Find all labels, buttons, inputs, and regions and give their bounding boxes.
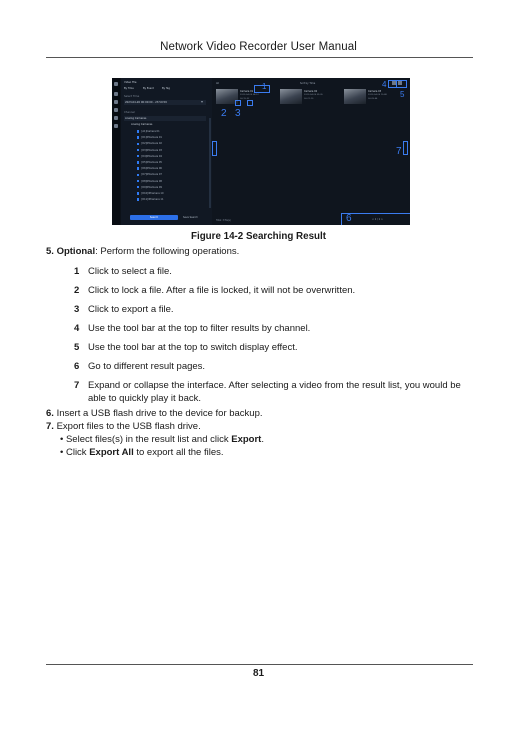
step-6 — [46, 408, 263, 420]
bullet-text: Click — [65, 447, 90, 458]
search-button-label: Search — [149, 215, 159, 219]
bullet-icon: • — [60, 447, 66, 458]
camera-name: [D1]IPCamera 01 — [141, 136, 162, 140]
camera-name: [D8]IPCamera 08 — [141, 179, 162, 183]
checkbox-icon — [137, 186, 139, 188]
camera-list — [137, 129, 207, 203]
bullet-text: to export all the files. — [133, 447, 224, 458]
result-total: Total: 3 file(s) — [216, 219, 231, 222]
time-label: Select Time — [124, 95, 140, 98]
tab-by-event[interactable]: By Event — [143, 87, 154, 90]
checkbox-icon — [137, 167, 139, 169]
operation-text: Expand or collapse the interface. After selecting a video from the result list, you would be able to quickly play it back. — [88, 380, 461, 404]
camera-root-item[interactable]: Analog Cameras — [131, 123, 153, 126]
thumbnail-time: 2023-04-26 10:48 — [368, 94, 387, 96]
file-icon — [114, 108, 118, 112]
camera-name: [A1]Camera 01 — [141, 130, 160, 133]
checkbox-icon — [137, 161, 139, 163]
camera-name: [D2]IPCamera 02 — [141, 142, 162, 146]
panel-heading: Video File — [124, 81, 137, 84]
step-number: 6. — [46, 408, 54, 419]
operation-text: Click to lock a file. After a file is locked, it will not be overwritten. — [88, 285, 356, 296]
callout-number: 1 — [262, 82, 267, 91]
result-thumbnail[interactable] — [344, 89, 408, 104]
operation-text: Go to different result pages. — [88, 361, 206, 372]
bullet-icon: • — [60, 434, 66, 445]
step-number: 7. — [46, 421, 54, 432]
thumbnail-duration: 00:21:10 — [304, 97, 314, 100]
thumbnail-title: Camera 02 — [304, 90, 318, 93]
chevron-down-icon — [201, 101, 203, 103]
camera-name: [D3]IPCamera 03 — [141, 148, 162, 152]
step-text: Export files to the USB flash drive. — [53, 421, 201, 432]
expand-callout-box — [403, 141, 408, 155]
callout-number: 2 — [221, 108, 227, 119]
save-search-link[interactable]: Save Search — [183, 216, 198, 219]
camera-name: [D9]IPCamera 09 — [141, 185, 162, 189]
search-icon — [114, 100, 118, 104]
result-thumbnail[interactable] — [280, 89, 344, 104]
thumbnail-title: Camera 01 — [240, 90, 254, 93]
channel-label: Channel — [124, 111, 135, 114]
bullet-item — [60, 434, 264, 446]
settings-icon — [114, 124, 118, 128]
camera-name: [D10]IPCamera 10 — [141, 191, 164, 195]
step-number: 5. — [46, 246, 54, 257]
channel-filter-toolbar[interactable]: All — [216, 82, 219, 85]
footer-divider — [46, 664, 473, 665]
bullet-text: . — [261, 434, 264, 445]
operation-number: 1 — [74, 266, 80, 277]
checkbox-icon — [137, 130, 139, 132]
bullet-text: Select files(s) in the result list and click — [65, 434, 232, 445]
operation-number: 7 — [74, 380, 80, 391]
icon-rail — [112, 78, 120, 225]
header-divider — [46, 57, 473, 58]
camera-name: [D7]IPCamera 07 — [141, 173, 162, 177]
thumbnail-time: 2023-04-26 08:12 — [240, 94, 259, 96]
export-callout-box — [247, 100, 253, 106]
search-result-screenshot — [112, 78, 410, 225]
bullet-item — [60, 447, 224, 459]
callout-number: 4 — [382, 80, 387, 89]
camera-name: [D4]IPCamera 04 — [141, 154, 162, 158]
channel-filter-field[interactable] — [124, 116, 206, 121]
callout-number: 3 — [235, 108, 241, 119]
search-button[interactable] — [130, 215, 178, 220]
step-text: Insert a USB flash drive to the device for backup. — [53, 408, 263, 419]
pagination-bar[interactable]: < 1 / 1 > — [372, 218, 383, 221]
bullet-bold-text: Export All — [89, 447, 134, 458]
search-results-area — [212, 78, 410, 225]
step-7 — [46, 421, 201, 433]
video-thumbnail-image — [344, 89, 366, 104]
result-toolbar — [212, 81, 410, 88]
checkbox-icon — [137, 174, 139, 176]
channel-filter-value: Analog Cameras — [125, 117, 147, 120]
checkbox-icon — [137, 149, 139, 151]
time-range-value: 2023-04-26 00:00:00 - 23:59:59 — [125, 101, 167, 104]
sort-toolbar[interactable]: Sort by Time — [300, 82, 316, 85]
thumbnail-duration: 00:15:32 — [240, 97, 250, 100]
operation-text: Click to export a file. — [88, 304, 174, 315]
operation-number: 5 — [74, 342, 80, 353]
operation-text: Use the tool bar at the top to filter results by channel. — [88, 323, 311, 334]
checkbox-icon — [137, 155, 139, 157]
step-text: : Perform the following operations. — [95, 246, 240, 257]
camera-name: [D11]IPCamera 11 — [141, 198, 164, 202]
thumbnail-time: 2023-04-26 09:05 — [304, 94, 323, 96]
callout-number: 6 — [346, 213, 352, 224]
video-thumbnail-image — [280, 89, 302, 104]
camera-list-item[interactable] — [137, 197, 207, 203]
callout-number: 7 — [396, 146, 402, 157]
collapse-expand-handle[interactable] — [212, 141, 217, 156]
operation-number: 2 — [74, 285, 80, 296]
page-number: 81 — [252, 668, 265, 679]
lock-callout-box — [235, 100, 241, 106]
time-range-field[interactable] — [124, 100, 206, 105]
step-5 — [46, 246, 239, 258]
menu-icon — [114, 82, 118, 86]
checkbox-icon — [137, 192, 139, 194]
bullet-bold-text: Export — [231, 434, 262, 445]
checkbox-icon — [137, 180, 139, 182]
tag-icon — [114, 116, 118, 120]
callout-number: 5 — [400, 90, 405, 99]
operation-text: Click to select a file. — [88, 266, 172, 277]
playback-icon — [114, 92, 118, 96]
page-header-title: Network Video Recorder User Manual — [160, 41, 357, 53]
tab-by-tag[interactable]: By Tag — [162, 87, 170, 90]
operation-number: 4 — [74, 323, 80, 334]
operation-number: 6 — [74, 361, 80, 372]
checkbox-icon — [137, 143, 139, 145]
camera-name: [D5]IPCamera 05 — [141, 160, 162, 164]
checkbox-icon — [137, 136, 139, 138]
figure-caption: Figure 14-2 Searching Result — [190, 231, 327, 242]
search-condition-panel — [121, 78, 212, 225]
camera-name: [D6]IPCamera 06 — [141, 167, 162, 171]
operation-number: 3 — [74, 304, 80, 315]
step-label: Optional — [56, 246, 96, 257]
display-callout-box — [396, 80, 407, 88]
operation-text: Use the tool bar at the top to switch display effect. — [88, 342, 298, 353]
camera-list-scrollbar[interactable] — [209, 118, 211, 208]
thumbnail-duration: 00:09:44 — [368, 97, 378, 100]
checkbox-icon — [137, 198, 139, 200]
tab-by-time[interactable]: By Time — [124, 87, 134, 90]
thumbnail-title: Camera 03 — [368, 90, 382, 93]
